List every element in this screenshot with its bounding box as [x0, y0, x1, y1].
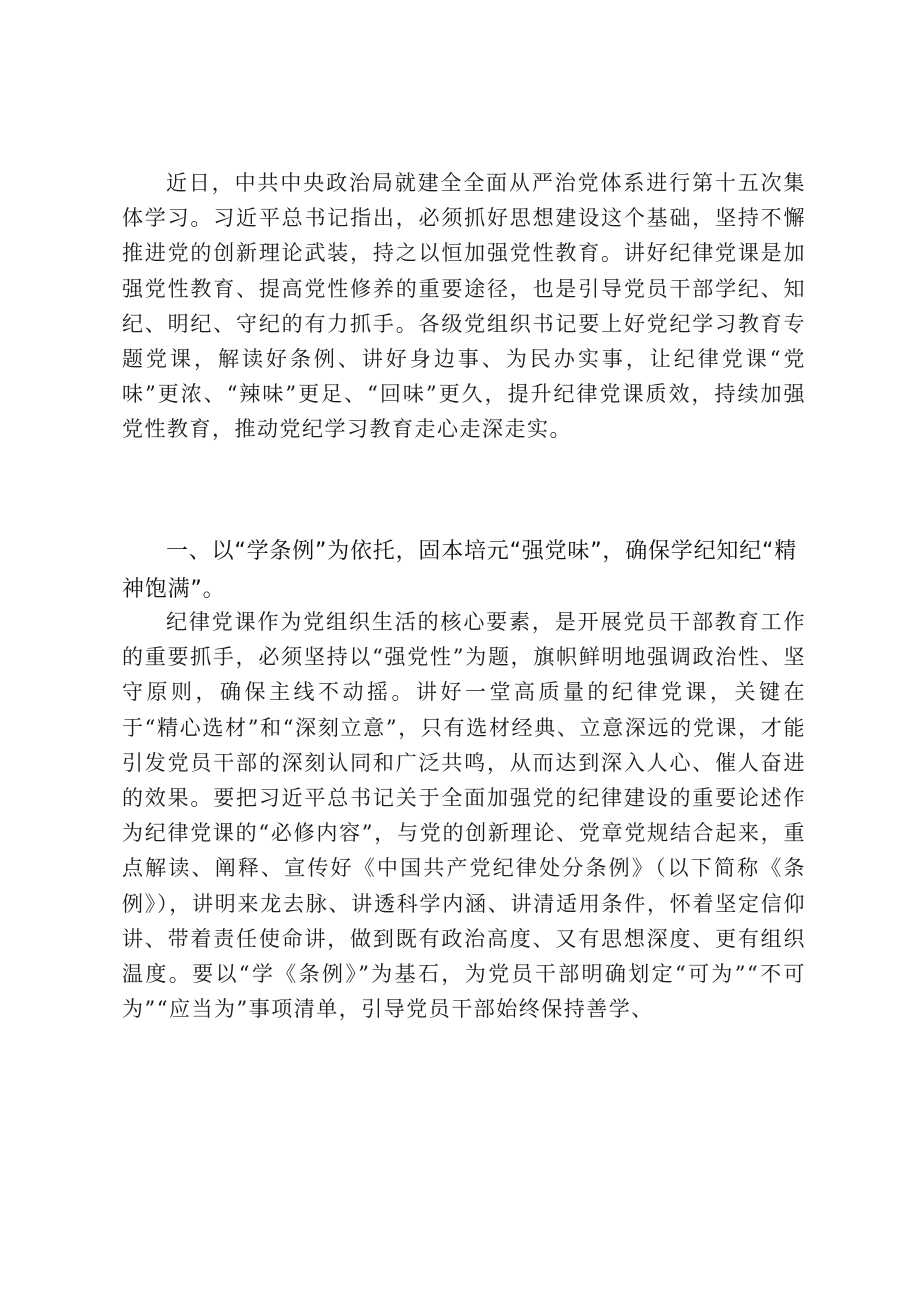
intro-paragraph: 近日，中共中央政治局就建全全面从严治党体系进行第十五次集体学习。习近平总书记指出，必须抓好思想建设这个基础，坚持不懈推进党的创新理论武装，持之以恒加强党性教育。讲好纪律党课是加强党性教育、提高党性修养的重要途径，也是引导党员干部学纪、知纪、明纪、守纪的有力抓手。各级党组织书记要上好党纪学习教育专题党课，解读好条例、讲好身边事、为民办实事，让纪律党课“党味”更浓、“辣味”更足、“回味”更久，提升纪律党课质效，持续加强党性教育，推动党纪学习教育走心走深走实。 [122, 171, 806, 442]
section-heading-1: 一、以“学条例”为依托，固本培元“强党味”，确保学纪知纪“精神饱满”。 [122, 539, 797, 602]
body-paragraph-1: 纪律党课作为党组织生活的核心要素，是开展党员干部教育工作的重要抓手，必须坚持以“强党性”为题，旗帜鲜明地强调政治性、坚守原则，确保主线不动摇。讲好一堂高质量的纪律党课，关键在于“精心选材”和“深刻立意”，只有选材经典、立意深远的党课，才能引发党员干部的深刻认同和广泛共鸣，从而达到深入人心、催人奋进的效果。要把习近平总书记关于全面加强党的纪律建设的重要论述作为纪律党课的“必修内容”，与党的创新理论、党章党规结合起来，重点解读、阐释、宣传好《中国共产党纪律处分条例》（以下简称《条例》），讲明来龙去脉、讲透科学内涵、讲清适用条件，怀着坚定信仰讲、带着责任使命讲，做到既有政治高度、又有思想深度、更有组织温度。要以“学《条例》”为基石，为党员干部明确划定“可为”“不可为”“应当为”事项清单，引导党员干部始终保持善学、 [122, 610, 806, 1022]
